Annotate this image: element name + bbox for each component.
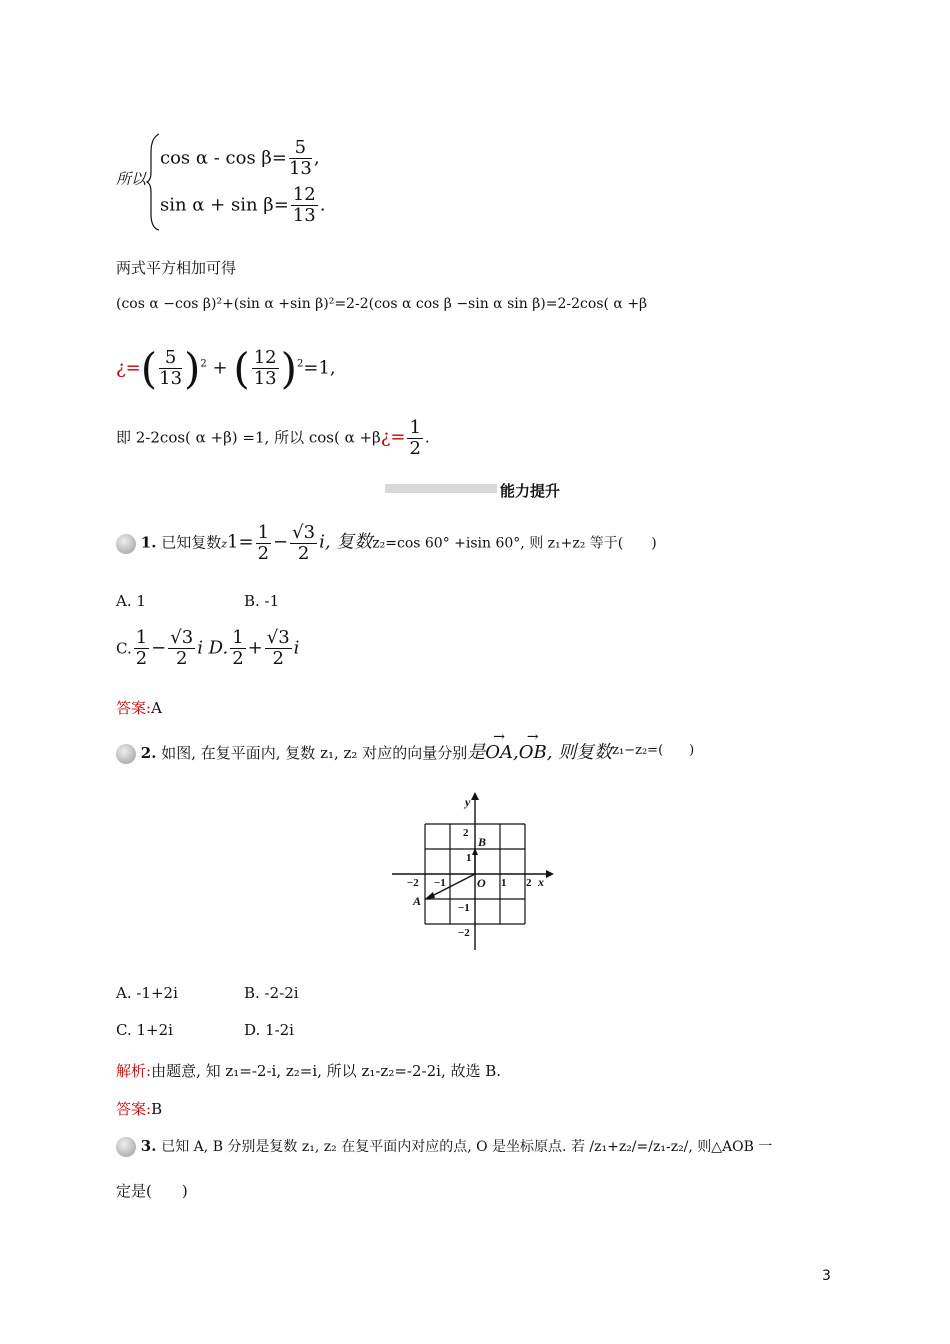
q2-option-d: D. 1-2i bbox=[244, 1021, 294, 1039]
fig-y-label: y bbox=[465, 795, 471, 809]
question-2: 2. 如图, 在复平面内, 复数 z₁, z₂ 对应的向量分别是→ OA,→ OB, 则复数z₁−z₂=( ) bbox=[116, 738, 694, 764]
fig-origin-label: O bbox=[477, 876, 486, 890]
fig-tick-ym2: −2 bbox=[458, 927, 470, 939]
page-number: 3 bbox=[822, 1268, 831, 1284]
question-bullet-icon bbox=[116, 1137, 136, 1157]
paragraph-4: 即 2-2cos( α +β) =1, 所以 cos( α +β¿= $\frac{1}{2}$ . bbox=[116, 417, 430, 459]
fig-x-label: x bbox=[538, 875, 544, 889]
fig-tick-y2: 2 bbox=[463, 827, 469, 839]
system-line-2: sin α + sin β= $\frac{12}{13}$ . bbox=[160, 184, 326, 226]
answer-1: 答案:A bbox=[116, 699, 162, 717]
paragraph-3: ¿=( $\frac{5}{13}$ )$^2$ + ( $\frac{12}{13}$ )$^2$=1, bbox=[116, 343, 336, 393]
explanation-2: 解析:由题意, 知 z₁=-2-i, z₂=i, 所以 z₁-z₂=-2-2i, 故选 B. bbox=[116, 1062, 502, 1080]
q2-option-b: B. -2-2i bbox=[244, 984, 299, 1002]
paragraph-2: (cos α −cos β)²+(sin α +sin β)²=2-2(cos α cos β −sin α sin β)=2-2cos( α +β bbox=[116, 296, 648, 312]
q2-option-c: C. 1+2i bbox=[116, 1021, 173, 1039]
question-3: 3. 已知 A, B 分别是复数 z₁, z₂ 在复平面内对应的点, O 是坐标原点. 若 /z₁+z₂/=/z₁-z₂/, 则△AOB 一 bbox=[116, 1136, 772, 1157]
fig-tick-ym1: −1 bbox=[458, 902, 470, 914]
fig-b-label: B bbox=[478, 835, 487, 849]
question-3-line-2: 定是( ) bbox=[116, 1182, 188, 1200]
section-title: 能力提升 bbox=[500, 482, 561, 500]
q2-option-a: A. -1+2i bbox=[116, 984, 178, 1002]
q1-option-b: B. -1 bbox=[244, 592, 280, 610]
complex-plane-figure bbox=[390, 790, 560, 955]
fig-tick-xm1: −1 bbox=[434, 877, 446, 889]
fig-tick-xm2: −2 bbox=[407, 877, 419, 889]
q1-option-a: A. 1 bbox=[116, 592, 146, 610]
answer-2: 答案:B bbox=[116, 1100, 163, 1118]
fig-tick-x2: 2 bbox=[526, 877, 532, 889]
question-bullet-icon bbox=[116, 744, 136, 764]
system-prefix: 所以 bbox=[116, 170, 147, 188]
fig-tick-y1: 1 bbox=[466, 852, 472, 864]
section-bar bbox=[385, 484, 497, 493]
fig-tick-x1: 1 bbox=[501, 877, 507, 889]
q1-options-cd: C. $\frac{1}{2}$ − $\frac{√3}{2}$ i D. $\frac{1}{2}$ + $\frac{√3}{2}$ i bbox=[116, 627, 300, 669]
question-1: 1. 已知复数z1= $\frac{1}{2}$ − $\frac{√3}{2}$ i, 复数z₂=cos 60° +isin 60°, 则 z₁+z₂ 等于( ) bbox=[116, 523, 657, 564]
fig-a-label: A bbox=[413, 894, 422, 908]
question-bullet-icon bbox=[116, 534, 136, 554]
system-line-1: cos α - cos β= $\frac{5}{13}$ , bbox=[160, 137, 320, 179]
paragraph-1: 两式平方相加可得 bbox=[116, 259, 237, 277]
